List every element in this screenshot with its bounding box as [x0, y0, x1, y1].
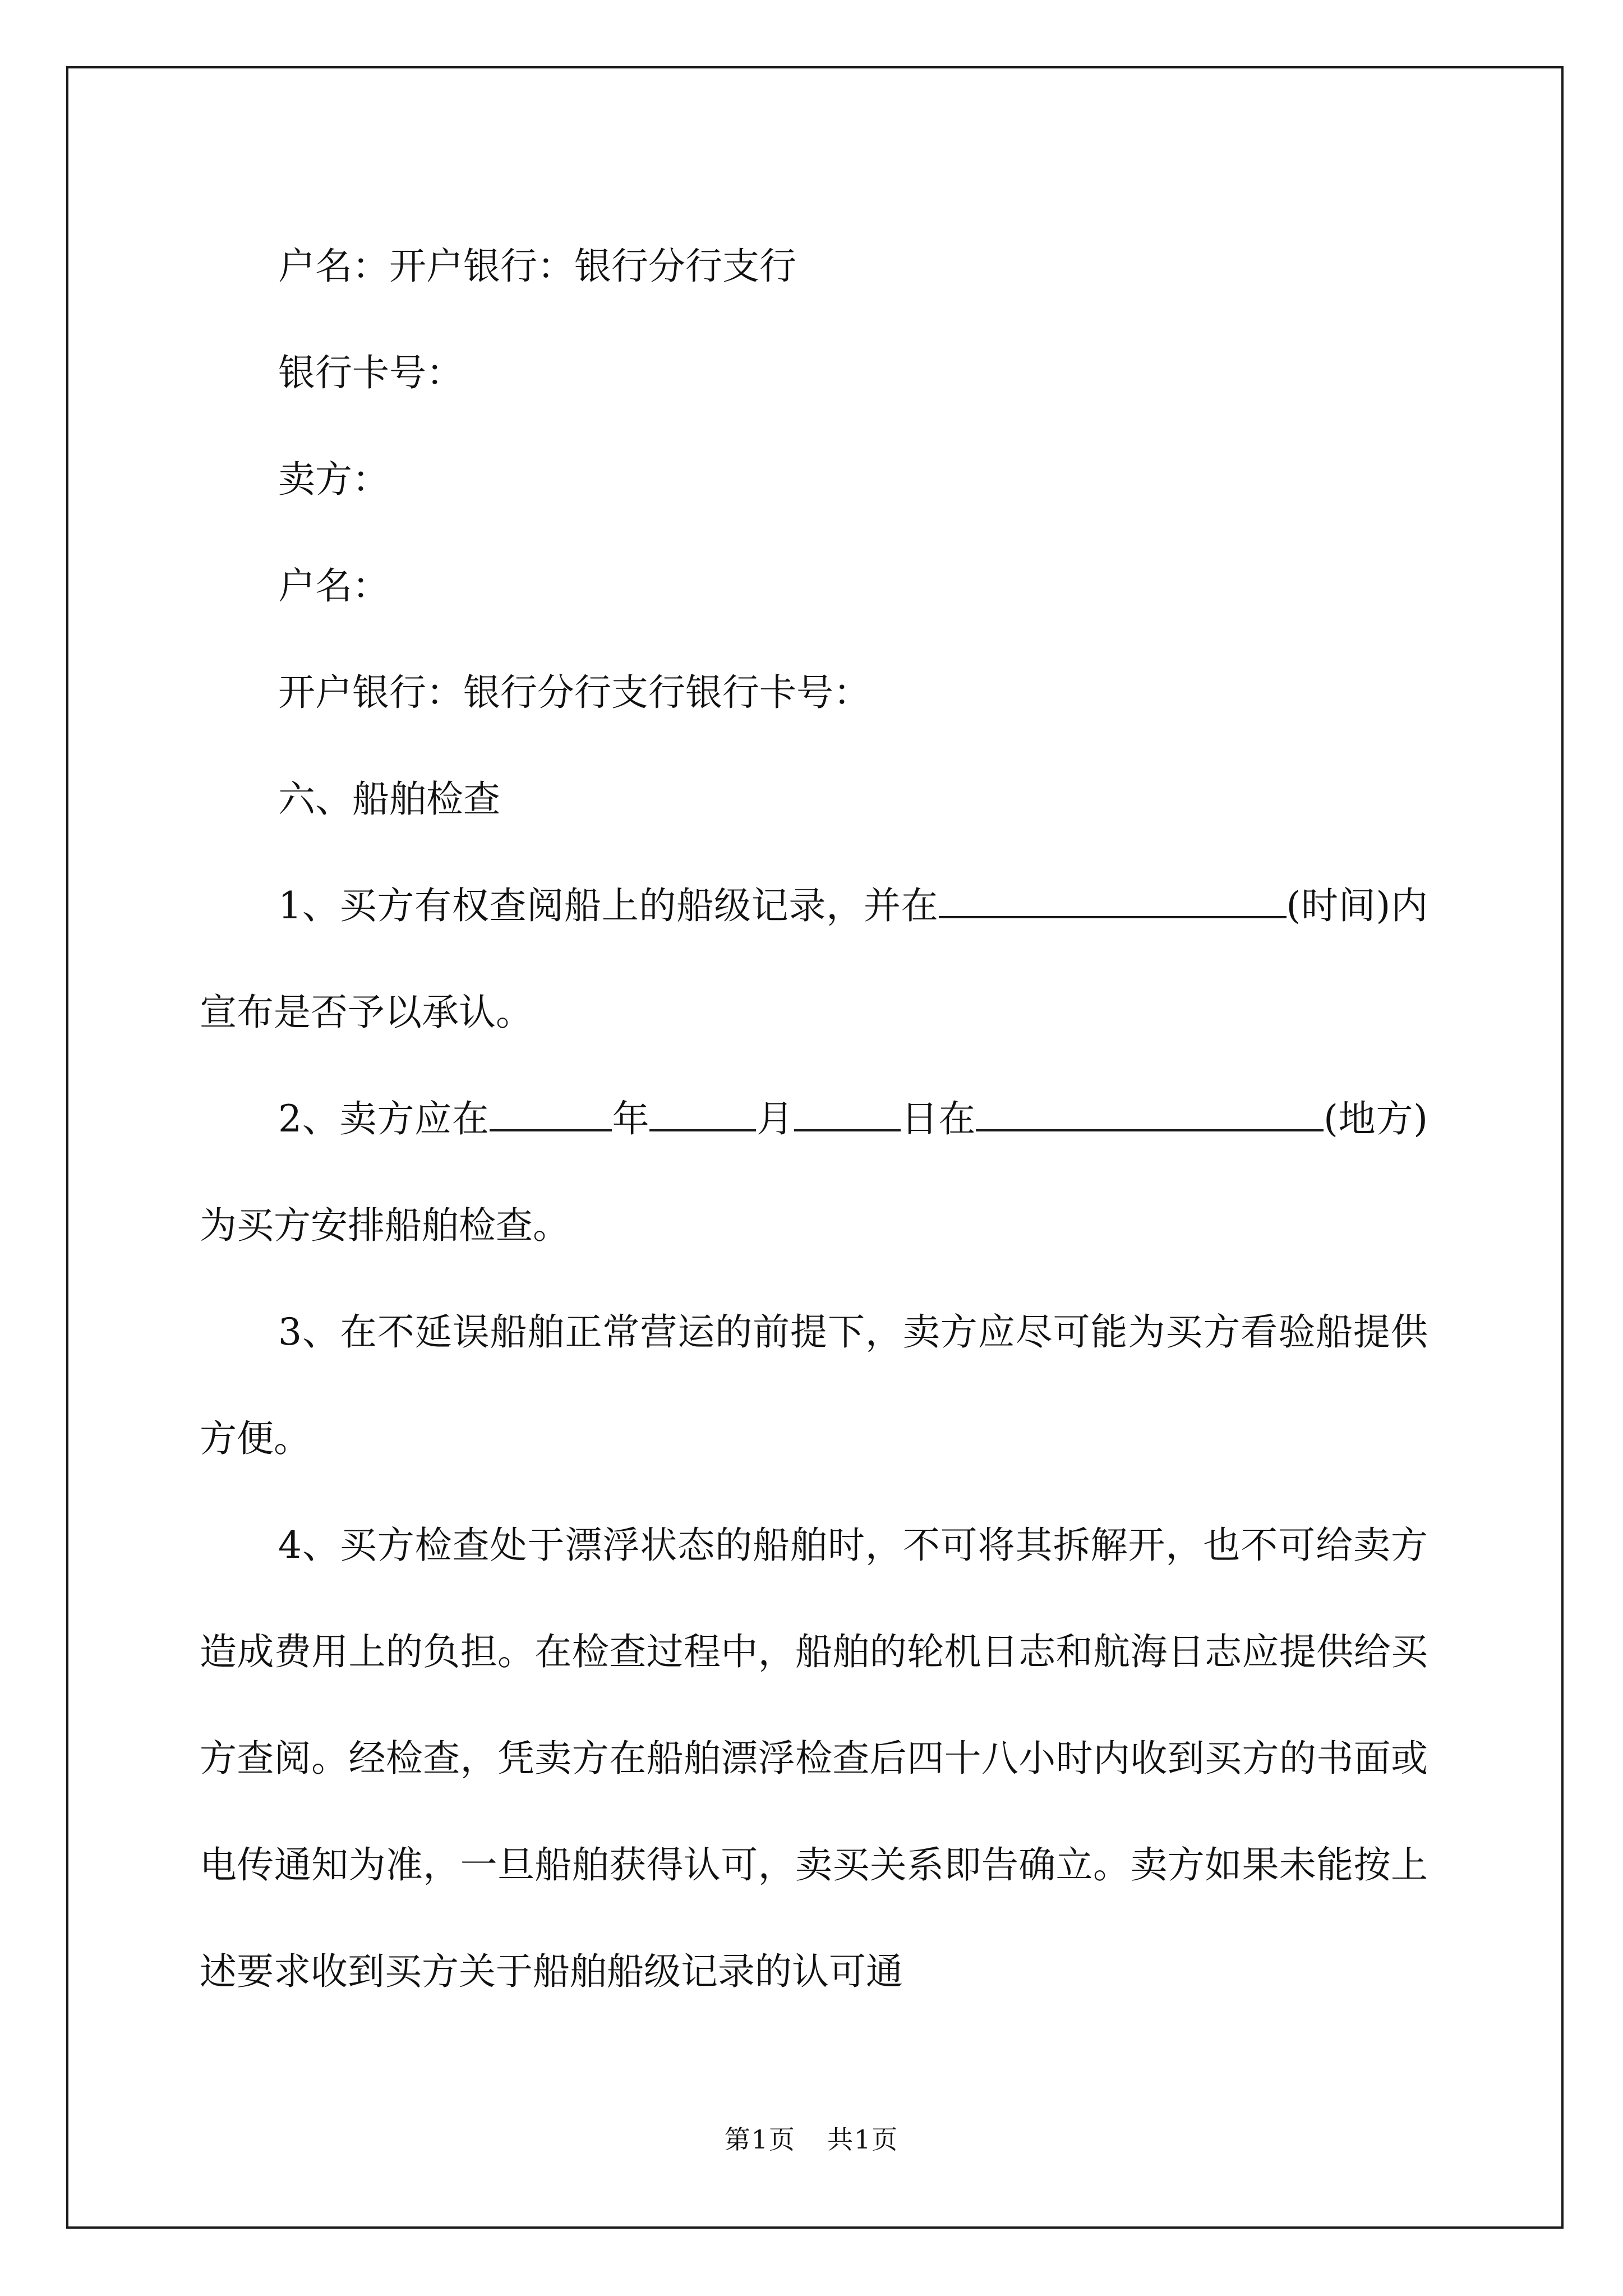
seller-bank-line: 开户银行：银行分行支行银行卡号：	[278, 671, 870, 714]
clause-1-suffix: (时间)内宣布是否予以承认。	[200, 884, 1428, 1034]
month-label: 月	[756, 1097, 794, 1140]
clause-2-suffix: (地方)为买方安排船舶检查。	[200, 1097, 1428, 1247]
time-blank	[939, 882, 1287, 918]
clause-2-prefix: 2、卖方应在	[278, 1097, 490, 1140]
page-number: 第1页	[724, 2124, 796, 2155]
month-blank	[649, 1096, 756, 1131]
day-blank	[794, 1096, 901, 1131]
day-label: 日在	[900, 1097, 976, 1140]
seller-account-name-line: 户名：	[278, 564, 389, 608]
year-blank	[490, 1096, 612, 1131]
account-name-bank-line: 户名：开户银行：银行分行支行	[278, 245, 796, 288]
clause-3: 3、在不延误船舶正常营运的前提下，卖方应尽可能为买方看验船提供方便。	[200, 1310, 1428, 1460]
section-heading-ship-inspection: 六、船舶检查	[278, 777, 500, 821]
year-label: 年	[611, 1097, 650, 1140]
clause-1	[200, 853, 1428, 1066]
clause-4: 4、买方检查处于漂浮状态的船舶时，不可将其拆解开，也不可给卖方造成费用上的负担。在检查过程中，船舶的轮机日志和航海日志应提供给买方查阅。经检查，凭卖方在船舶漂浮检查后四十八小时内收到买方的书面或电传通知为准，一旦船舶获得认可，卖买关系即告确立。卖方如果未能按上述要求收到买方关于船舶船级记录的认可通	[200, 1524, 1428, 1993]
clause-2	[200, 1066, 1428, 1279]
page-total: 共1页	[827, 2124, 899, 2155]
bank-card-line: 银行卡号：	[278, 351, 463, 394]
seller-line: 卖方：	[278, 458, 389, 501]
clause-1-prefix: 1、买方有权查阅船上的船级记录，并在	[278, 884, 939, 927]
page-footer	[0, 2119, 1623, 2156]
place-blank	[976, 1096, 1324, 1131]
document-body	[200, 213, 1428, 2025]
